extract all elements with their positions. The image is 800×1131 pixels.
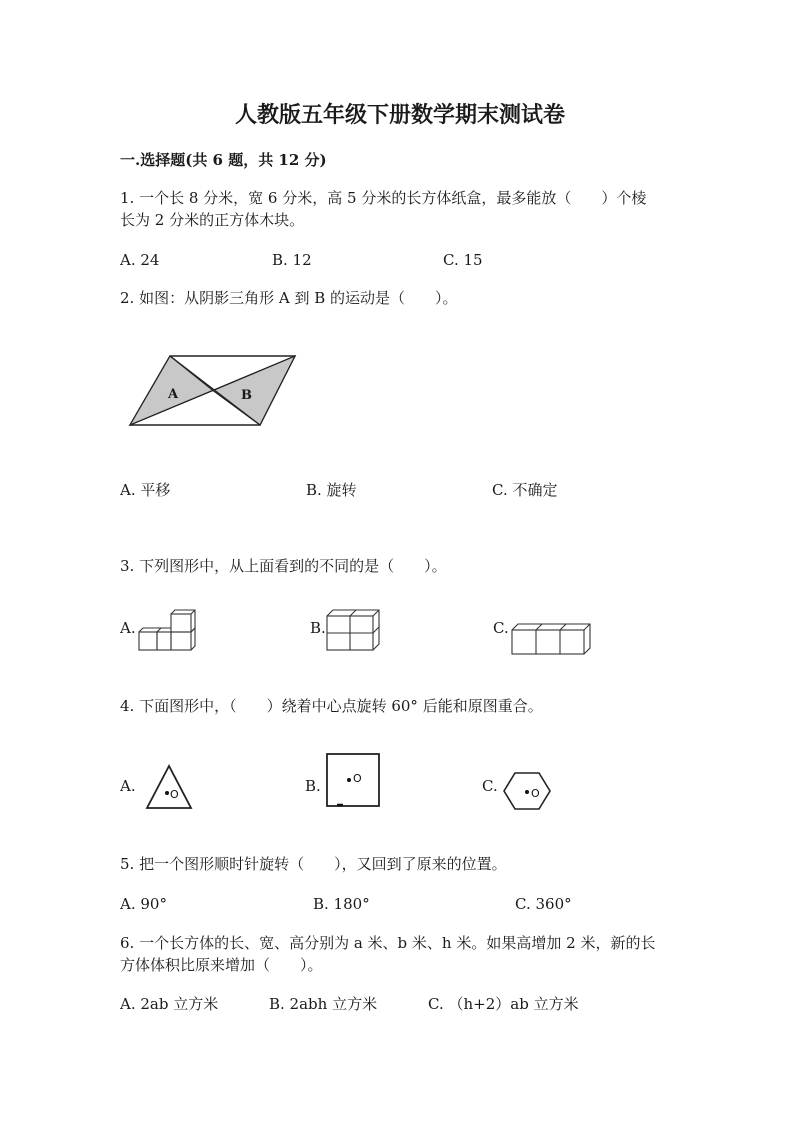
question-6-option-b[interactable]: B. 2abh 立方米 [269, 995, 378, 1013]
figure-label-b: B [241, 388, 252, 403]
square-figure[interactable] [325, 752, 383, 810]
parallelogram-figure [125, 350, 305, 430]
cube-stack-b-figure[interactable] [325, 608, 381, 654]
question-4-option-a[interactable]: A. [120, 777, 136, 795]
center-mark-b: O [353, 772, 362, 785]
question-2-option-a[interactable]: A. 平移 [120, 481, 171, 499]
question-1-option-b[interactable]: B. 12 [272, 251, 312, 269]
section-heading: 一.选择题(共 6 题，共 12 分) [120, 151, 327, 169]
shaded-triangle-b [213, 356, 295, 425]
question-3-option-a[interactable]: A. [120, 619, 136, 637]
center-mark-c: O [531, 787, 540, 800]
question-1-option-c[interactable]: C. 15 [443, 251, 483, 269]
question-5-text: 5. 把一个图形顺时针旋转（ ），又回到了原来的位置。 [120, 855, 507, 873]
page-title: 人教版五年级下册数学期末测试卷 [234, 102, 565, 128]
question-3-option-c[interactable]: C. [493, 619, 509, 637]
question-1-text-cont: 长为 2 分米的正方体木块。 [120, 211, 305, 229]
question-1-option-a[interactable]: A. 24 [120, 251, 160, 269]
question-4-option-b[interactable]: B. [305, 777, 321, 795]
question-3-option-b[interactable]: B. [310, 619, 326, 637]
question-4-text: 4. 下面图形中，（ ）绕着中心点旋转 60° 后能和原图重合。 [120, 697, 543, 715]
question-2-text: 2. 如图：从阴影三角形 A 到 B 的运动是（ ）。 [120, 289, 458, 307]
question-2-option-b[interactable]: B. 旋转 [306, 481, 357, 499]
question-2-option-c[interactable]: C. 不确定 [492, 481, 558, 499]
figure-label-a: A [168, 387, 179, 402]
hexagon-figure[interactable] [500, 770, 554, 812]
question-4-option-c[interactable]: C. [482, 777, 498, 795]
question-5-option-a[interactable]: A. 90° [120, 895, 167, 913]
question-6-option-c[interactable]: C. （h+2）ab 立方米 [428, 995, 579, 1013]
question-1-text: 1. 一个长 8 分米，宽 6 分米，高 5 分米的长方体纸盒，最多能放（ ）个棱 [120, 189, 647, 207]
cube-stack-a-figure[interactable] [137, 608, 197, 654]
center-mark-a: O [170, 788, 179, 801]
triangle-figure[interactable] [143, 762, 217, 812]
cube-row-c-figure[interactable] [510, 620, 594, 656]
question-6-text-cont: 方体体积比原来增加（ ）。 [120, 956, 323, 974]
question-6-text: 6. 一个长方体的长、宽、高分别为 a 米、b 米、h 米。如果高增加 2 米，新的长 [120, 934, 656, 952]
question-5-option-c[interactable]: C. 360° [515, 895, 572, 913]
question-3-text: 3. 下列图形中，从上面看到的不同的是（ ）。 [120, 557, 447, 575]
question-6-option-a[interactable]: A. 2ab 立方米 [120, 995, 219, 1013]
question-5-option-b[interactable]: B. 180° [313, 895, 370, 913]
